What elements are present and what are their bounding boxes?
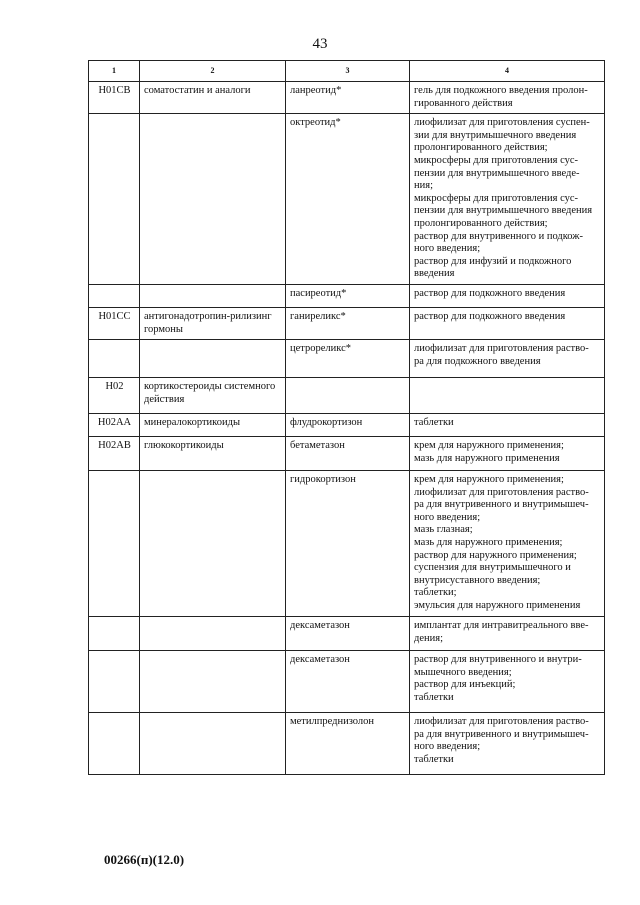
dosage-forms-cell: раствор для подкожного введения [410,307,605,339]
group-cell: глюкокортикоиды [140,437,286,471]
table-row [89,82,605,114]
group-cell [140,284,286,307]
table-row [89,340,605,378]
drug-cell: флудрокортизон [286,414,410,437]
table-header-row [89,61,605,82]
atc-code-cell: H01CC [89,307,140,339]
table-row [89,617,605,651]
atc-code-cell [89,114,140,285]
drug-cell: октреотид* [286,114,410,285]
page-number: 43 [312,36,328,52]
dosage-forms-cell [410,378,605,414]
table-row [89,471,605,617]
table-row [89,713,605,775]
atc-code-cell [89,651,140,713]
dosage-forms-cell: раствор для подкожного введения [410,284,605,307]
table-row [89,378,605,414]
group-cell [140,114,286,285]
atc-code-cell [89,340,140,378]
dosage-forms-cell: лиофилизат для приготовления раство- ра для подкожного введения [410,340,605,378]
drug-cell: бетаметазон [286,437,410,471]
atc-code-cell: H01CB [89,82,140,114]
drug-cell: ланреотид* [286,82,410,114]
document-code: 00266(п)(12.0) [104,852,185,867]
table-row [89,284,605,307]
atc-code-cell [89,617,140,651]
group-cell [140,713,286,775]
table-row [89,651,605,713]
group-cell: антигонадотропин-рилизинг гормоны [140,307,286,339]
dosage-forms-cell: таблетки [410,414,605,437]
group-cell: кортикостероиды системного действия [140,378,286,414]
table-row [89,114,605,285]
atc-code-cell: H02AB [89,437,140,471]
header-col-1: 1 [89,61,140,82]
drug-table [88,60,605,775]
header-col-3: 3 [286,61,410,82]
group-cell: соматостатин и аналоги [140,82,286,114]
dosage-forms-cell: раствор для внутривенного и внутри- мышечного введения; раствор для инъекций; таблетки [410,651,605,713]
atc-code-cell [89,471,140,617]
dosage-forms-cell: имплантат для интравитреального вве- дения; [410,617,605,651]
drug-cell: цетрореликс* [286,340,410,378]
atc-code-cell: H02AA [89,414,140,437]
drug-cell: ганиреликс* [286,307,410,339]
group-cell: минералокортикоиды [140,414,286,437]
atc-code-cell [89,713,140,775]
group-cell [140,471,286,617]
dosage-forms-cell: лиофилизат для приготовления раство- ра для внутривенного и внутримышеч- ного введения; таблетки [410,713,605,775]
drug-cell: метилпреднизолон [286,713,410,775]
table-row [89,414,605,437]
header-col-4: 4 [410,61,605,82]
group-cell [140,617,286,651]
group-cell [140,651,286,713]
dosage-forms-cell: лиофилизат для приготовления суспен- зии для внутримышечного введения пролонгированного действия; микросферы для приготовления сус- пензии для внутримышечного введе- ния; микросферы для приготовления сус- пензии для внутримышечного введения пролонгированного действия; раствор для внутривенного и подкож- ного введения; раствор для инфузий и подкожного введения [410,114,605,285]
drug-cell: гидрокортизон [286,471,410,617]
atc-code-cell: H02 [89,378,140,414]
dosage-forms-cell: крем для наружного применения; мазь для наружного применения [410,437,605,471]
dosage-forms-cell: гель для подкожного введения пролон- гированного действия [410,82,605,114]
table-row [89,437,605,471]
drug-cell: дексаметазон [286,617,410,651]
group-cell [140,340,286,378]
atc-code-cell [89,284,140,307]
drug-cell: дексаметазон [286,651,410,713]
drug-cell [286,378,410,414]
dosage-forms-cell: крем для наружного применения; лиофилизат для приготовления раство- ра для внутривенного и внутримышеч- ного введения; мазь глазная; мазь для наружного применения; раствор для наружного применения; суспензия для внутримышечного и внутрисуставного введения; таблетки; эмульсия для наружного применения [410,471,605,617]
table-row [89,307,605,339]
header-col-2: 2 [140,61,286,82]
drug-cell: пасиреотид* [286,284,410,307]
